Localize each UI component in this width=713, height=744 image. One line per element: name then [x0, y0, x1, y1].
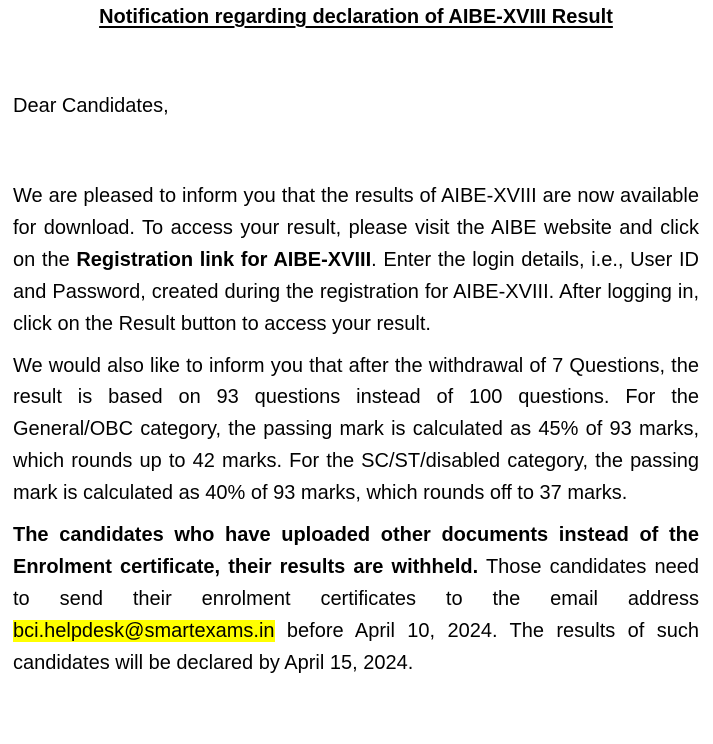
paragraph-withheld-results: [13, 520, 699, 680]
notification-title: Notification regarding declaration of AIBE-XVIII Result: [99, 6, 613, 28]
helpdesk-email[interactable]: bci.helpdesk@smartexams.in: [13, 619, 275, 642]
paragraph-1-text-b: . Enter the login details, i.e., User ID and Password, created during the registration for AIBE-XVIII. After logging in, click on the Result button to access your result.: [13, 248, 699, 335]
paragraph-3-text-a: Those candidates need to send their enrolment certificates to the email address: [13, 555, 700, 610]
paragraph-result-availability: [13, 181, 699, 341]
paragraph-passing-marks: We would also like to inform you that after the withdrawal of 7 Questions, the result is based on 93 questions instead of 100 questions. For the General/OBC category, the passing mark is calculated as 45% of 93 marks, which rounds up to 42 marks. For the SC/ST/disabled category, the passing mark is calculated as 40% of 93 marks, which rounds off to 37 marks.: [13, 354, 699, 505]
salutation: Dear Candidates,: [13, 95, 169, 117]
withheld-notice-bold: The candidates who have uploaded other documents instead of the Enrolment certificate, their results are withheld.: [13, 524, 699, 578]
paragraph-3-text-b: before April 10, 2024. The results of such candidates will be declared by April 15, 2024.: [13, 619, 699, 674]
notification-page: [0, 3, 713, 744]
paragraph-1-text-a: We are pleased to inform you that the results of AIBE-XVIII are now available for download. To access your result, please visit the AIBE website and click on the: [13, 185, 699, 271]
registration-link-text: Registration link for AIBE-XVIII: [76, 248, 372, 271]
